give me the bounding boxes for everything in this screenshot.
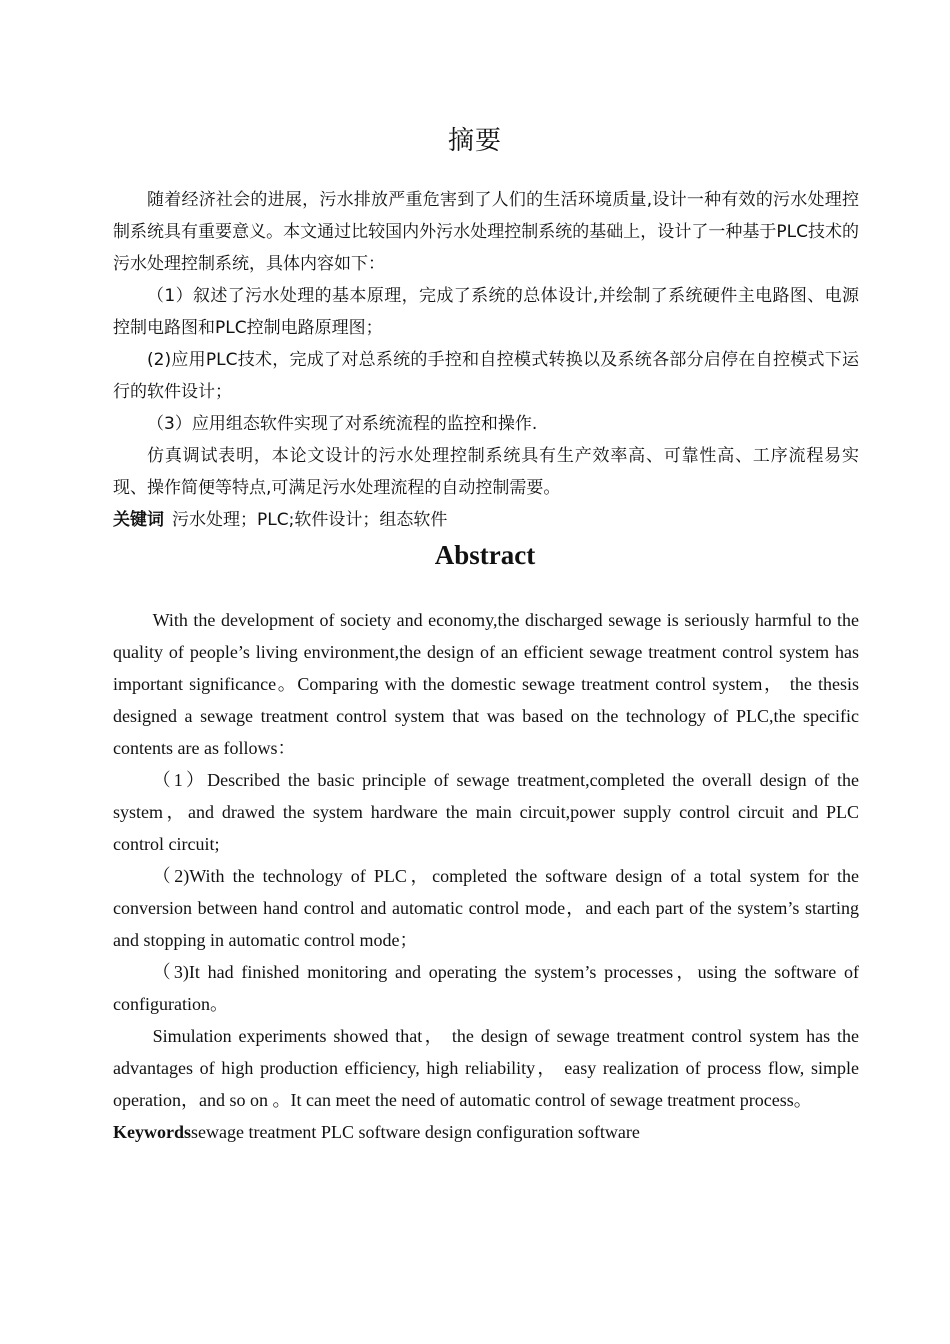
english-abstract-body	[113, 604, 859, 1148]
english-keywords-value: sewage treatment PLC software design configuration software	[191, 1122, 640, 1142]
english-paragraph-item-2: （2)With the technology of PLC，completed the software design of a total system for the conversion between hand control and automatic control mode，and each part of the system’s starting and stopping in automatic control mode；	[113, 866, 859, 950]
chinese-paragraph-item-3: （3）应用组态软件实现了对系统流程的监控和操作.	[147, 414, 538, 434]
english-keywords	[113, 1116, 859, 1148]
chinese-keywords	[113, 504, 859, 536]
chinese-paragraph-item-2: (2)应用PLC技术，完成了对总系统的手控和自控模式转换以及系统各部分启停在自控模式下运行的软件设计；	[113, 350, 859, 402]
english-paragraph-item-1: （1）Described the basic principle of sewage treatment,completed the overall design of the system，and drawed the system hardware the main circuit,power supply control circuit and PLC control circuit;	[113, 770, 859, 854]
chinese-abstract-body	[113, 184, 859, 536]
english-abstract-title: Abstract	[434, 540, 536, 570]
chinese-paragraph-conclusion: 仿真调试表明，本论文设计的污水处理控制系统具有生产效率高、可靠性高、工序流程易实现、操作简便等特点,可满足污水处理流程的自动控制需要。	[113, 446, 859, 498]
chinese-keywords-label: 关键词	[113, 510, 164, 530]
chinese-paragraph-intro: 随着经济社会的进展，污水排放严重危害到了人们的生活环境质量,设计一种有效的污水处理控制系统具有重要意义。本文通过比较国内外污水处理控制系统的基础上，设计了一种基于PLC技术的污水处理控制系统，具体内容如下：	[113, 190, 859, 274]
chinese-keywords-value: 污水处理；PLC;软件设计；组态软件	[172, 510, 448, 530]
chinese-paragraph-item-1: （1）叙述了污水处理的基本原理，完成了系统的总体设计,并绘制了系统硬件主电路图、电源控制电路图和PLC控制电路原理图；	[113, 286, 859, 338]
english-keywords-label: Keywords	[113, 1122, 191, 1142]
english-paragraph-conclusion: Simulation experiments showed that， the design of sewage treatment control system has the advantages of high production efficiency, high reliability， easy realization of process flow, simple operation，and so on 。It can meet the need of automatic control of sewage treatment process。	[113, 1026, 859, 1110]
english-paragraph-intro: With the development of society and economy,the discharged sewage is seriously harmful to the quality of people’s living environment,the design of an efficient sewage treatment control system has important significance。Comparing with the domestic sewage treatment control system， the thesis designed a sewage treatment control system that was based on the technology of PLC,the specific contents are as follows：	[113, 610, 859, 758]
english-paragraph-item-3: （3)It had finished monitoring and operating the system’s processes，using the software of configuration。	[113, 962, 859, 1014]
chinese-abstract-title: 摘要	[447, 126, 502, 156]
